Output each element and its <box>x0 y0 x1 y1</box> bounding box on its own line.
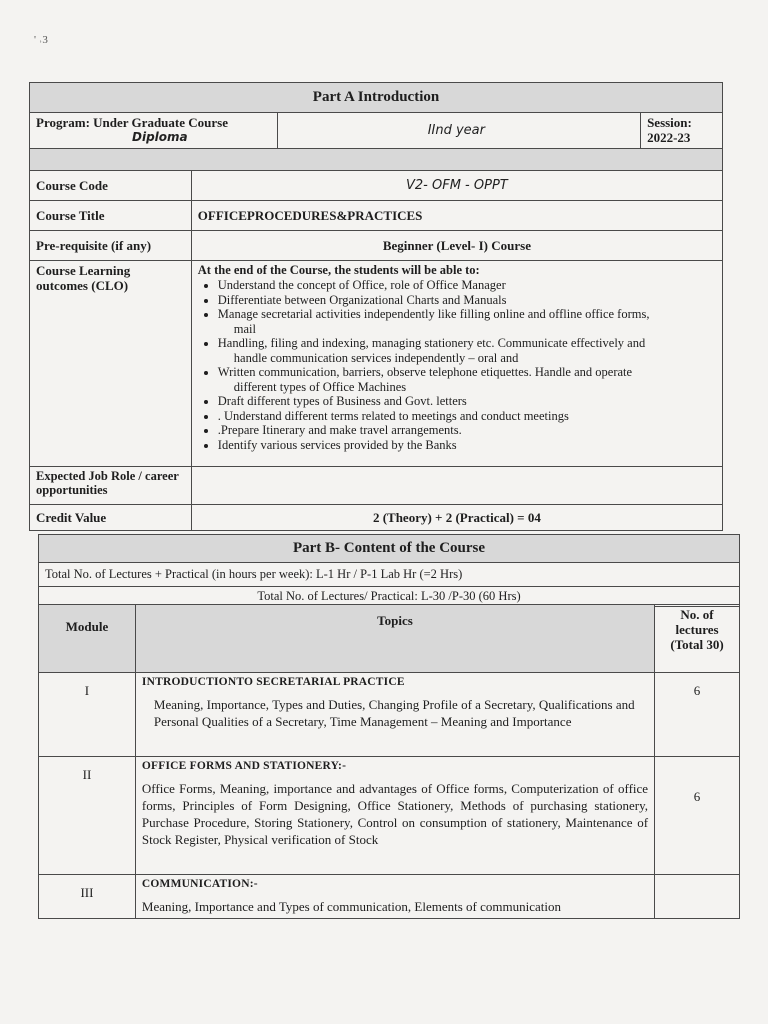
clo-item: • Written communication, barriers, observe telephone etiquettes. Handle and operate different types of Office Machines <box>218 365 716 394</box>
module-heading: COMMUNICATION:- <box>141 878 258 890</box>
module-header: Module <box>39 605 136 673</box>
module-heading: INTRODUCTIONTO SECRETARIAL PRACTICE <box>141 676 405 688</box>
part-b-title: Part B- Content of the Course <box>39 535 740 563</box>
module-heading: OFFICE FORMS AND STATIONERY:- <box>141 760 347 772</box>
part-a-title: Part A Introduction <box>30 83 723 113</box>
clo-item: • Draft different types of Business and Govt. letters <box>218 394 716 409</box>
course-code-value: V2- OFM - OPPT <box>191 171 722 201</box>
lectures-header: No. of lectures (Total 30) <box>655 605 740 673</box>
spacer-row <box>30 149 723 171</box>
topics-header: Topics <box>135 605 654 673</box>
clo-item: • .Prepare Itinerary and make travel arrangements. <box>218 423 716 438</box>
prerequisite-value: Beginner (Level- I) Course <box>191 231 722 261</box>
credit-label: Credit Value <box>30 505 192 531</box>
year-handwritten: IInd year <box>277 113 640 149</box>
module-body: Office Forms, Meaning, importance and advantages of Office forms, Computerization of office forms, Principles of Form Designing, Office Stationery, Methods of purchasing stationery, Purchase Procedure, Storing Stationery, Control on consumption of stationery, Maintenance of Stock Register, Physical verification of Stock <box>141 781 649 847</box>
module-body: Meaning, Importance and Types of communication, Elements of communication <box>141 899 561 914</box>
clo-item: • Differentiate between Organizational Charts and Manuals <box>218 293 716 308</box>
part-a-table <box>29 82 723 171</box>
module-id: II <box>39 757 136 875</box>
corner-mark: ' ˒3 <box>34 34 48 46</box>
clo-item: • . Understand different terms related to meetings and conduct meetings <box>218 409 716 424</box>
program-cell <box>30 113 278 149</box>
module-id: III <box>39 875 136 919</box>
prerequisite-label: Pre-requisite (if any) <box>30 231 192 261</box>
module-lectures: 6 <box>655 673 740 757</box>
session-label: Session: <box>647 115 692 130</box>
lectures-total: Total No. of Lectures/ Practical: L-30 /P-30 (60 Hrs) <box>39 587 740 607</box>
course-title-label: Course Title <box>30 201 192 231</box>
modules-table <box>38 604 740 919</box>
part-b-header-table <box>38 534 740 607</box>
clo-item: • Identify various services provided by the Banks <box>218 438 716 453</box>
course-info-table <box>29 170 723 531</box>
job-role-value <box>191 467 722 505</box>
module-lectures <box>655 875 740 919</box>
session-cell <box>641 113 723 149</box>
clo-cell <box>191 261 722 467</box>
module-topics <box>135 673 654 757</box>
module-id: I <box>39 673 136 757</box>
clo-intro: At the end of the Course, the students will be able to: <box>197 263 480 277</box>
module-body: Meaning, Importance, Types and Duties, Changing Profile of a Secretary, Qualifications and Personal Qualities of a Secretary, Time Management – Meaning and Importance <box>153 697 635 729</box>
credit-value: 2 (Theory) + 2 (Practical) = 04 <box>191 505 722 531</box>
program-label: Program: Under Graduate Course <box>36 115 228 130</box>
clo-list <box>198 278 716 452</box>
module-topics <box>135 875 654 919</box>
module-lectures: 6 <box>655 757 740 875</box>
lectures-per-week: Total No. of Lectures + Practical (in hours per week): L-1 Hr / P-1 Lab Hr (=2 Hrs) <box>39 563 740 587</box>
job-role-label: Expected Job Role / career opportunities <box>30 467 192 505</box>
clo-item: • Handling, filing and indexing, managing stationery etc. Communicate effectively and handle communication services independently – oral and <box>218 336 716 365</box>
clo-item: • Manage secretarial activities independently like filling online and offline office forms, mail <box>218 307 716 336</box>
clo-item: • Understand the concept of Office, role of Office Manager <box>218 278 716 293</box>
session-value: 2022-23 <box>647 130 691 145</box>
course-code-label: Course Code <box>30 171 192 201</box>
clo-label: Course Learning outcomes (CLO) <box>30 261 192 467</box>
program-handwritten: Diploma <box>132 130 188 144</box>
module-topics <box>135 757 654 875</box>
course-title-value: OFFICEPROCEDURES&PRACTICES <box>191 201 722 231</box>
